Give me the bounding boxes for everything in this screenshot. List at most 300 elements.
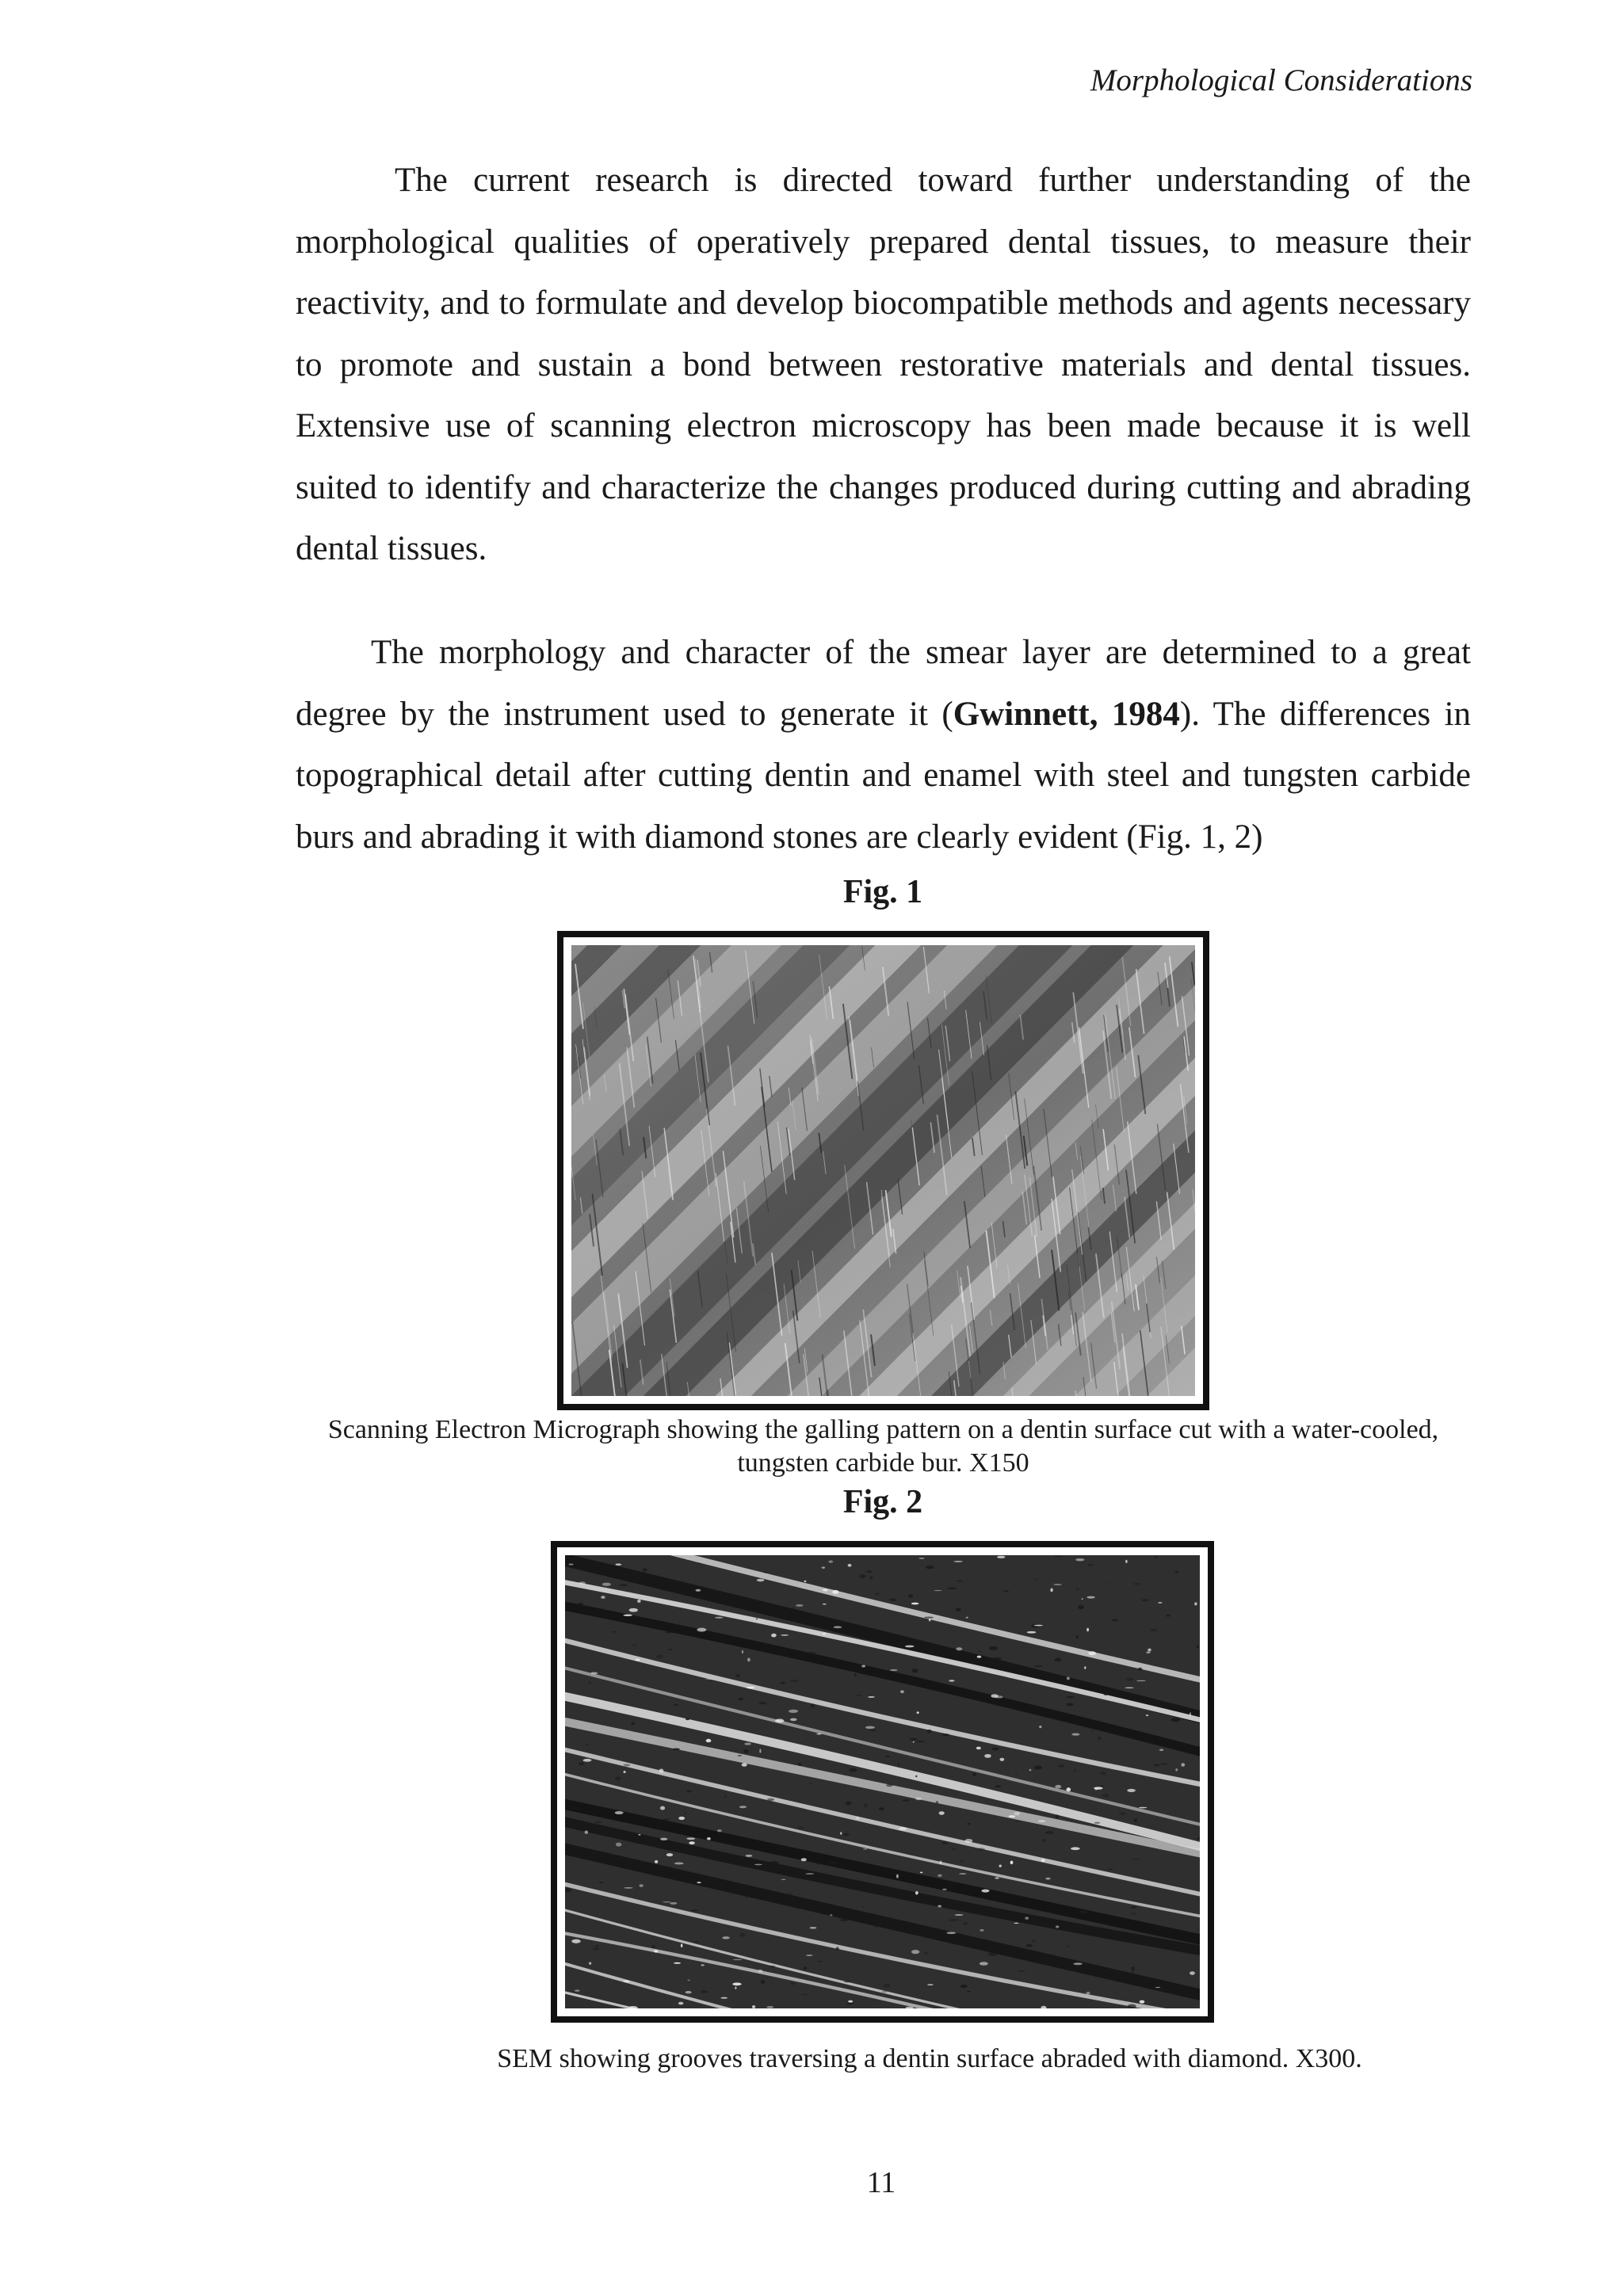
micrograph-speck [1076, 1635, 1079, 1638]
micrograph-speck [1099, 1785, 1105, 1787]
micrograph-speck [1010, 1861, 1014, 1865]
micrograph-speck [749, 1890, 756, 1892]
micrograph-speck [1075, 1558, 1084, 1561]
micrograph-speck [950, 1882, 957, 1884]
micrograph-speck [995, 1878, 999, 1879]
micrograph-speck [1157, 1988, 1167, 1991]
micrograph-speck [1066, 1703, 1073, 1706]
micrograph-speck [807, 1652, 816, 1654]
micrograph-speck [929, 1619, 930, 1621]
micrograph-speck [903, 1799, 910, 1802]
micrograph-speck [643, 1568, 647, 1572]
micrograph-speck [1133, 1583, 1141, 1585]
figure-1-label: Fig. 1 [842, 874, 923, 910]
micrograph-speck [949, 1919, 958, 1921]
micrograph-speck [670, 1902, 677, 1905]
micrograph-speck [816, 1863, 819, 1865]
micrograph-speck [959, 1873, 966, 1874]
micrograph-speck [660, 1838, 667, 1840]
micrograph-speck [1054, 1556, 1064, 1557]
micrograph-speck [1111, 1619, 1118, 1621]
micrograph-speck [981, 1890, 989, 1893]
paragraph-text: The morphology and character of the smear layer are determined to a great degree by the instrument used to generate it ( [296, 634, 1471, 733]
micrograph-speck [589, 1681, 591, 1684]
running-header: Morphological Considerations [1090, 63, 1472, 97]
micrograph-speck [736, 1674, 740, 1677]
micrograph-speck [934, 1590, 942, 1591]
micrograph-speck [1190, 1971, 1195, 1975]
micrograph-speck [615, 1563, 621, 1566]
micrograph-speck [1155, 1555, 1156, 1558]
micrograph-speck [800, 1994, 808, 1995]
micrograph-speck [977, 1656, 982, 1658]
micrograph-speck [1131, 1906, 1136, 1909]
micrograph-speck [615, 1776, 621, 1780]
micrograph-speck [864, 1803, 868, 1807]
micrograph-speck [1033, 1665, 1043, 1668]
micrograph-speck [830, 1914, 832, 1916]
micrograph-speck [817, 1961, 823, 1962]
micrograph-speck [915, 1798, 922, 1800]
micrograph-speck [1159, 1749, 1163, 1752]
micrograph-speck [745, 1894, 750, 1897]
micrograph-speck [1138, 1668, 1143, 1671]
micrograph-speck [866, 1917, 869, 1919]
micrograph-speck [976, 1747, 981, 1750]
micrograph-speck [866, 1570, 873, 1573]
micrograph-speck [940, 1860, 942, 1864]
micrograph-speck [910, 1738, 918, 1741]
micrograph-speck [1134, 1935, 1138, 1936]
micrograph-speck [957, 1581, 962, 1582]
micrograph-speck [884, 1984, 891, 1988]
micrograph-speck [766, 2006, 773, 2008]
micrograph-speck [629, 1608, 638, 1612]
micrograph-speck [770, 1966, 776, 1968]
micrograph-speck [742, 1650, 743, 1653]
micrograph-speck [678, 2002, 683, 2005]
micrograph-speck [849, 1768, 857, 1772]
micrograph-speck [1084, 1666, 1086, 1669]
micrograph-speck [848, 2000, 853, 2003]
paragraph-research-direction: The current research is directed toward further understanding of the morphological qualities of operatively prepared dental tissues, to measure their reactivity, and to formulate and develop biocompatible methods and agents necessary to promote and sustain a bond between restorative materials and dental tissues. Extensive use of scanning electron microscopy has been made because it is well suited to identify and characterize the changes produced during cutting and abrading dental tissues. [296, 162, 1471, 567]
micrograph-speck [781, 1634, 789, 1636]
micrograph-speck [1166, 1615, 1170, 1617]
micrograph-speck [781, 1879, 786, 1880]
micrograph-speck [1078, 1605, 1084, 1609]
micrograph-speck [950, 1901, 958, 1902]
micrograph-speck [854, 1673, 856, 1676]
micrograph-speck [697, 1628, 707, 1632]
micrograph-speck [586, 1744, 590, 1745]
micrograph-speck [759, 1749, 761, 1753]
micrograph-speck [720, 1997, 727, 1999]
figure-1-caption: Scanning Electron Micrograph showing the galling pattern on a dentin surface cut with a water-cooled, tungsten carbide bur. X150 [327, 1415, 1439, 1478]
micrograph-speck [979, 1650, 982, 1652]
micrograph-speck [1094, 1822, 1101, 1824]
micrograph-speck [1029, 1769, 1032, 1772]
micrograph-speck [1041, 1859, 1044, 1861]
micrograph-speck [886, 1756, 890, 1757]
micrograph-speck [790, 1982, 796, 1985]
micrograph-speck [917, 1711, 919, 1714]
micrograph-speck [942, 1733, 949, 1736]
micrograph-speck [1086, 1628, 1089, 1632]
micrograph-speck [890, 1669, 898, 1671]
micrograph-speck [1174, 1571, 1178, 1573]
micrograph-speck [1142, 1599, 1150, 1602]
micrograph-speck [732, 1982, 742, 1985]
micrograph-speck [987, 1952, 996, 1956]
micrograph-speck [615, 1811, 624, 1814]
micrograph-speck [1029, 1920, 1038, 1922]
micrograph-speck [665, 1632, 673, 1634]
micrograph-speck [840, 1832, 842, 1835]
micrograph-speck [873, 1923, 881, 1927]
micrograph-speck [767, 1798, 774, 1801]
micrograph-speck [685, 1718, 689, 1721]
micrograph-speck [942, 1889, 947, 1890]
micrograph-speck [658, 1843, 661, 1846]
micrograph-speck [758, 1702, 766, 1705]
micrograph-speck [960, 1985, 968, 1988]
micrograph-speck [775, 1719, 784, 1723]
micrograph-speck [1074, 1769, 1076, 1772]
micrograph-speck [938, 1905, 941, 1907]
micrograph-speck [747, 1687, 755, 1689]
micrograph-speck [980, 1962, 988, 1966]
micrograph-speck [984, 1754, 991, 1758]
micrograph-speck [1071, 1847, 1080, 1850]
micrograph-speck [911, 1950, 919, 1954]
micrograph-speck [804, 1966, 808, 1970]
micrograph-speck [955, 1914, 964, 1916]
micrograph-speck [1128, 2004, 1136, 2008]
micrograph-speck [1067, 1946, 1069, 1947]
micrograph-speck [856, 1695, 862, 1696]
micrograph-speck [846, 2003, 854, 2005]
micrograph-speck [706, 1739, 712, 1742]
micrograph-speck [938, 1875, 942, 1877]
micrograph-speck [966, 1991, 971, 1993]
micrograph-speck [760, 1605, 762, 1606]
micrograph-speck [754, 1864, 762, 1866]
micrograph-speck [905, 1646, 915, 1648]
micrograph-speck [953, 1561, 963, 1562]
micrograph-speck [1119, 1812, 1126, 1815]
micrograph-speck [956, 1647, 962, 1650]
micrograph-speck [689, 1841, 695, 1844]
micrograph-speck [652, 1945, 655, 1949]
micrograph-speck [674, 1962, 681, 1964]
micrograph-speck [899, 1827, 907, 1830]
figure-2-micrograph [565, 1555, 1200, 2008]
micrograph-speck [571, 1939, 580, 1943]
figure-1-micrograph [571, 945, 1195, 1396]
micrograph-speck [1039, 1726, 1041, 1728]
micrograph-speck [632, 1645, 637, 1646]
micrograph-speck [659, 1768, 664, 1772]
micrograph-speck [1073, 1962, 1082, 1965]
micrograph-speck [623, 1771, 625, 1773]
micrograph-speck [1148, 1649, 1151, 1652]
micrograph-speck [771, 1634, 777, 1638]
micrograph-speck [1132, 1859, 1140, 1860]
micrograph-speck [673, 1749, 680, 1750]
micrograph-speck [1150, 1629, 1158, 1631]
micrograph-speck [1086, 1596, 1094, 1599]
micrograph-speck [733, 1959, 743, 1960]
micrograph-speck [823, 1589, 828, 1592]
micrograph-speck [674, 1704, 678, 1706]
micrograph-speck [686, 1837, 695, 1840]
micrograph-speck [790, 1718, 797, 1722]
micrograph-speck [862, 1906, 864, 1908]
micrograph-speck [585, 1830, 589, 1833]
micrograph-speck [752, 2005, 755, 2008]
micrograph-speck [738, 1755, 742, 1756]
figure-2-frame [551, 1541, 1214, 2023]
micrograph-speck [765, 1571, 767, 1573]
micrograph-speck [913, 1741, 915, 1742]
micrograph-speck [678, 1848, 680, 1850]
micrograph-speck [810, 1927, 817, 1929]
micrograph-speck [991, 1694, 998, 1698]
micrograph-speck [1045, 1878, 1050, 1880]
micrograph-speck [578, 1603, 583, 1605]
micrograph-speck [605, 1566, 609, 1567]
micrograph-speck [797, 1827, 804, 1829]
micrograph-speck [655, 1840, 659, 1842]
micrograph-speck [1146, 1651, 1151, 1653]
micrograph-speck [1034, 1625, 1043, 1627]
micrograph-speck [870, 1638, 876, 1642]
micrograph-speck [1055, 1785, 1061, 1789]
figure-2-caption: SEM showing grooves traversing a dentin surface abraded with diamond. X300. [497, 2044, 1362, 2073]
micrograph-speck [798, 1763, 801, 1766]
micrograph-speck [1018, 1970, 1025, 1971]
micrograph-speck [1071, 1733, 1079, 1735]
micrograph-speck [601, 1596, 605, 1599]
micrograph-speck [744, 1743, 751, 1745]
micrograph-speck [965, 1839, 973, 1843]
micrograph-speck [1015, 1773, 1018, 1775]
micrograph-speck [863, 1848, 867, 1849]
micrograph-speck [738, 1698, 743, 1700]
micrograph-speck [678, 1817, 685, 1820]
micrograph-speck [590, 1672, 598, 1675]
micrograph-speck [972, 1773, 976, 1776]
micrograph-speck [828, 1561, 833, 1563]
micrograph-speck [631, 1722, 635, 1726]
micrograph-speck [939, 1811, 945, 1815]
micrograph-speck [693, 1941, 700, 1943]
micrograph-speck [839, 1919, 848, 1921]
micrograph-speck [978, 1848, 985, 1850]
micrograph-speck [747, 1657, 750, 1661]
micrograph-speck [868, 1696, 875, 1698]
micrograph-speck [879, 1807, 884, 1810]
micrograph-speck [697, 1882, 701, 1883]
micrograph-speck [809, 1782, 812, 1784]
micrograph-speck [822, 1566, 825, 1568]
micrograph-speck [949, 1680, 954, 1681]
micrograph-speck [1003, 1590, 1010, 1592]
micrograph-speck [889, 1599, 897, 1601]
micrograph-speck [931, 1646, 939, 1648]
micrograph-speck [1034, 1766, 1042, 1770]
micrograph-speck [927, 1730, 932, 1733]
micrograph-speck [924, 1616, 934, 1618]
micrograph-speck [861, 1665, 865, 1667]
micrograph-speck [612, 1631, 616, 1632]
micrograph-speck [999, 1758, 1004, 1761]
micrograph-speck [579, 1581, 586, 1585]
micrograph-speck [579, 1763, 584, 1765]
micrograph-speck [1088, 1564, 1094, 1566]
micrograph-speck [698, 1563, 701, 1565]
micrograph-speck [623, 1981, 629, 1983]
micrograph-speck [1181, 1763, 1185, 1767]
micrograph-speck [1139, 1807, 1147, 1809]
micrograph-speck [724, 1795, 727, 1798]
micrograph-speck [865, 1726, 875, 1729]
micrograph-speck [936, 1801, 938, 1804]
micrograph-speck [920, 1871, 922, 1873]
micrograph-speck [908, 1594, 913, 1598]
micrograph-speck [735, 1986, 736, 1989]
paragraph-text: ). The differences in topographical detail after cutting dentin and enamel with steel and tungsten carbide burs and abrading it with diamond stones are clearly evident (Fig. 1, 2) [296, 695, 1472, 856]
micrograph-speck [844, 1981, 850, 1982]
micrograph-speck [912, 1669, 918, 1672]
micrograph-speck [1146, 1714, 1148, 1716]
micrograph-speck [989, 1646, 998, 1650]
micrograph-speck [599, 1882, 604, 1883]
micrograph-speck [663, 1819, 670, 1821]
micrograph-speck [701, 1991, 708, 1993]
micrograph-speck [792, 1608, 795, 1609]
micrograph-speck [623, 1615, 632, 1616]
micrograph-speck [685, 1991, 692, 1994]
micrograph-speck [739, 1933, 745, 1937]
micrograph-speck [739, 1806, 747, 1808]
micrograph-speck [746, 1855, 753, 1857]
micrograph-speck [960, 1860, 964, 1862]
micrograph-speck [1108, 1869, 1113, 1870]
micrograph-speck [1066, 1696, 1075, 1698]
micrograph-speck [1031, 1939, 1036, 1942]
micrograph-speck [925, 1952, 927, 1954]
micrograph-speck [705, 1679, 714, 1680]
micrograph-speck [869, 1577, 873, 1580]
micrograph-speck [1038, 1820, 1046, 1822]
micrograph-speck [804, 1581, 806, 1582]
micrograph-speck [843, 1833, 850, 1836]
micrograph-speck [1103, 1691, 1109, 1695]
micrograph-speck [575, 1989, 580, 1991]
micrograph-speck [915, 1775, 917, 1778]
micrograph-speck [1009, 1815, 1016, 1817]
micrograph-speck [632, 1573, 635, 1575]
micrograph-speck [796, 1604, 804, 1607]
micrograph-speck [656, 1654, 663, 1658]
micrograph-speck [859, 1574, 866, 1578]
micrograph-speck [637, 1600, 641, 1603]
micrograph-speck [856, 1817, 859, 1820]
micrograph-speck [1026, 1944, 1033, 1947]
micrograph-speck [1171, 1718, 1180, 1722]
micrograph-speck [1075, 1589, 1079, 1590]
micrograph-speck [686, 1558, 689, 1559]
micrograph-speck [593, 1947, 600, 1950]
micrograph-speck [1102, 1794, 1109, 1798]
figure-1-frame [557, 931, 1209, 1410]
micrograph-speck [997, 1556, 1005, 1558]
micrograph-speck [951, 1848, 956, 1850]
micrograph-speck [594, 1821, 601, 1824]
micrograph-speck [761, 1980, 765, 1984]
micrograph-speck [636, 1659, 640, 1661]
micrograph-speck [881, 1875, 883, 1877]
micrograph-speck [1153, 1764, 1160, 1766]
micrograph-speck [1043, 1839, 1046, 1842]
micrograph-speck [1027, 1631, 1037, 1634]
micrograph-speck [915, 1891, 918, 1895]
micrograph-speck [701, 1964, 705, 1966]
micrograph-speck [595, 1945, 598, 1947]
micrograph-speck [834, 1626, 842, 1628]
micrograph-speck [758, 1970, 763, 1973]
micrograph-speck [927, 1984, 934, 1985]
micrograph-speck [896, 1875, 899, 1878]
micrograph-speck [886, 1784, 892, 1787]
micrograph-speck [926, 1566, 934, 1569]
micrograph-speck [811, 1703, 815, 1707]
micrograph-speck [574, 1807, 581, 1809]
micrograph-speck [801, 1858, 807, 1861]
micrograph-speck [1127, 1789, 1136, 1792]
micrograph-speck [874, 1593, 880, 1595]
micrograph-speck [823, 1633, 825, 1634]
micrograph-speck [832, 1590, 838, 1594]
micrograph-speck [1050, 1588, 1052, 1592]
micrograph-speck [1088, 1651, 1096, 1655]
micrograph-speck [788, 1893, 792, 1897]
micrograph-speck [911, 1603, 919, 1605]
micrograph-speck [848, 1564, 852, 1567]
micrograph-speck [624, 1887, 633, 1888]
micrograph-speck [1155, 1987, 1161, 1988]
micrograph-speck [660, 1806, 665, 1810]
micrograph-speck [1025, 1917, 1029, 1920]
micrograph-speck [669, 1649, 672, 1650]
micrograph-speck [715, 1617, 724, 1619]
micrograph-speck [1045, 1831, 1054, 1834]
micrograph-speck [655, 1860, 658, 1863]
micrograph-speck [707, 1837, 711, 1840]
micrograph-speck [967, 1823, 970, 1825]
figure-2-label: Fig. 2 [842, 1484, 923, 1520]
micrograph-speck [1131, 1966, 1135, 1970]
micrograph-speck [1094, 1788, 1098, 1791]
micrograph-speck [881, 1991, 887, 1992]
micrograph-speck [1136, 1680, 1146, 1681]
micrograph-speck [1036, 1578, 1037, 1581]
micrograph-speck [790, 1680, 799, 1682]
micrograph-speck [690, 1909, 698, 1911]
micrograph-speck [1086, 1992, 1090, 1994]
micrograph-speck [966, 1617, 968, 1619]
